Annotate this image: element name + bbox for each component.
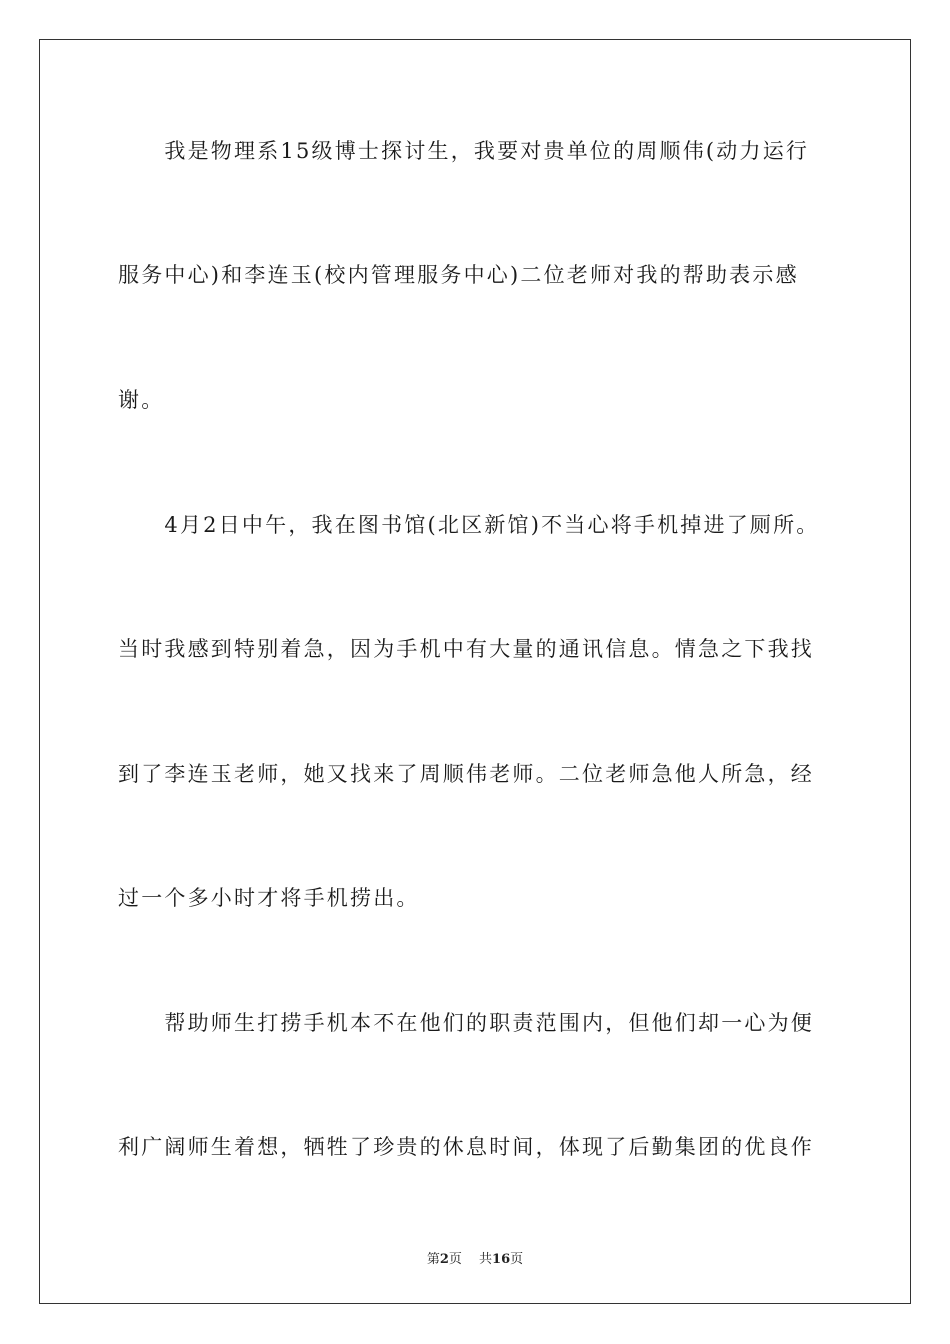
body-text-line: 服务中心)和李连玉(校内管理服务中心)二位老师对我的帮助表示感 [118, 263, 799, 287]
page-footer [0, 1248, 950, 1267]
page-border [39, 39, 911, 1304]
footer-page-suffix: 页 共 [448, 1252, 493, 1267]
body-text-line: 过一个多小时才将手机捞出。 [118, 886, 420, 910]
footer-prefix: 第 [426, 1252, 440, 1267]
body-text-line: 4月2日中午，我在图书馆(北区新馆)不当心将手机掉进了厕所。 [118, 513, 820, 537]
body-text-line: 帮助师生打捞手机本不在他们的职责范围内，但他们却一心为便 [118, 1011, 814, 1035]
total-page-count: 16 [492, 1252, 511, 1267]
body-text-line: 利广阔师生着想，牺牲了珍贵的休息时间，体现了后勤集团的优良作 [118, 1135, 814, 1159]
body-text-line: 谢。 [118, 388, 165, 412]
body-text-line: 到了李连玉老师，她又找来了周顺伟老师。二位老师急他人所急，经 [118, 762, 814, 786]
footer-total-suffix: 页 [510, 1252, 524, 1267]
current-page-number: 2 [439, 1252, 449, 1267]
body-text-line: 我是物理系15级博士探讨生，我要对贵单位的周顺伟(动力运行 [118, 139, 810, 163]
body-text-line: 当时我感到特别着急，因为手机中有大量的通讯信息。情急之下我找 [118, 637, 814, 661]
